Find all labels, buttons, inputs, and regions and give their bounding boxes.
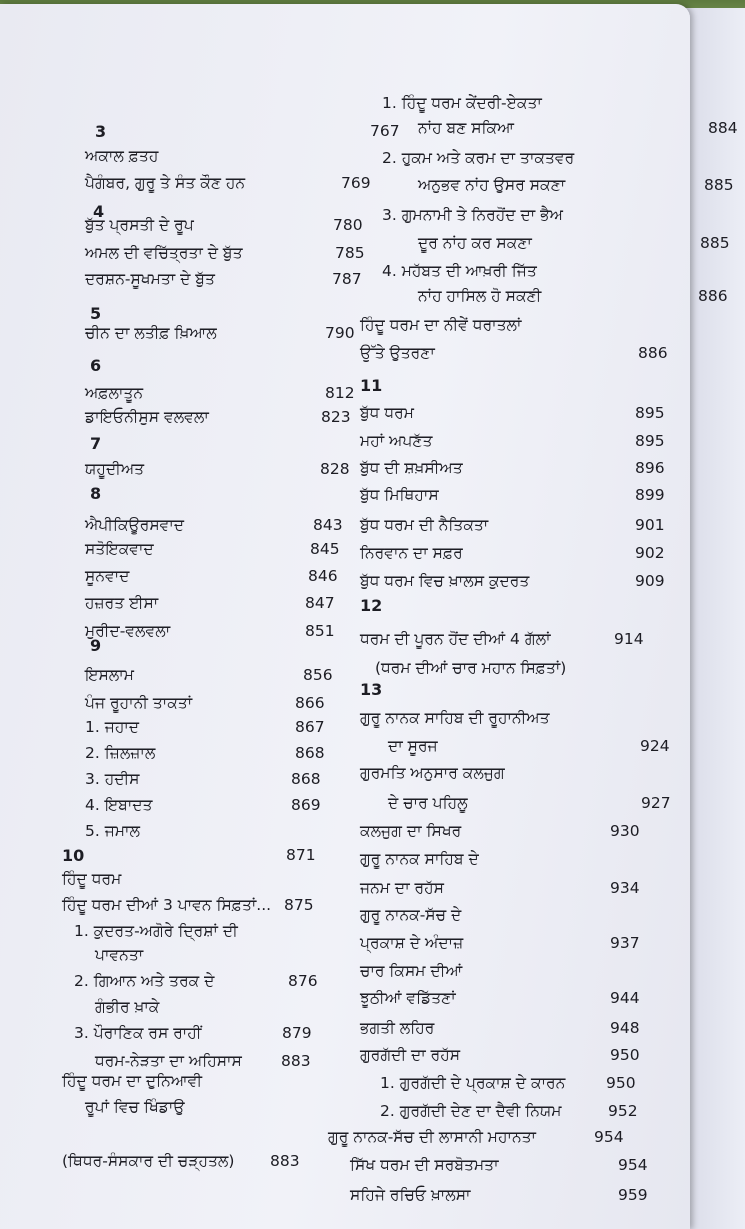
toc-page-number: 780	[333, 216, 363, 234]
toc-page-number: 869	[291, 796, 321, 814]
toc-entry-title: ਪੈਗੰਬਰ, ਗੁਰੂ ਤੇ ਸੰਤ ਕੌਣ ਹਨ	[85, 174, 246, 192]
toc-page-number: 812	[325, 384, 355, 402]
toc-entry-title: ਝੂਠੀਆਂ ਵਡਿੱਤਣਾਂ	[360, 989, 456, 1007]
toc-page-number: 914	[614, 630, 644, 648]
toc-entry-title: ਉੱਤੇ ਉਤਰਣਾ	[360, 344, 435, 362]
toc-entry-title: ਸੂਨਵਾਦ	[85, 567, 130, 585]
toc-entry-title: ਹਿੰਦੂ ਧਰਮ	[62, 870, 122, 888]
toc-entry-title: 1. ਕੁਦਰਤ-ਅਗੋਰੇ ਦ੍ਰਿਸ਼ਾਂ ਦੀ	[74, 922, 238, 940]
toc-page-number: 934	[610, 879, 640, 897]
toc-entry-title: ਨਾਂਹ ਬਣ ਸਕਿਆ	[418, 119, 514, 137]
toc-entry-title: 1. ਹਿੰਦੂ ਧਰਮ ਕੇਂਦਰੀ-ਏਕਤਾ	[382, 94, 542, 112]
toc-entry-title: ਹਿੰਦੂ ਧਰਮ ਦਾ ਦੁਨਿਆਵੀ	[62, 1072, 202, 1090]
toc-page-number: 769	[341, 174, 371, 192]
toc-page-number: 959	[618, 1186, 648, 1204]
toc-entry-title: ਚਾਰ ਕਿਸਮ ਦੀਆਂ	[360, 962, 463, 980]
toc-entry-title: ਦਰਸ਼ਨ-ਸੂਖਮਤਾ ਦੇ ਬੁੱਤ	[85, 270, 215, 288]
toc-page-number: 823	[321, 408, 351, 426]
toc-entry-title: ਰੂਪਾਂ ਵਿਚ ਖਿੰਡਾਉ	[85, 1098, 185, 1116]
chapter-number: 6	[90, 356, 102, 375]
toc-page-number: 867	[295, 718, 325, 736]
toc-page-number: 954	[594, 1128, 624, 1146]
toc-entry-title: 1. ਗੁਰਗੱਦੀ ਦੇ ਪ੍ਰਕਾਸ਼ ਦੇ ਕਾਰਨ	[380, 1074, 566, 1092]
toc-page-number: 790	[325, 324, 355, 342]
toc-entry-title: ਗੁਰੂ ਨਾਨਕ-ਸੱਚ ਦੀ ਲਾਸਾਨੀ ਮਹਾਨਤਾ	[328, 1128, 536, 1146]
toc-page-number: 785	[335, 244, 365, 262]
toc-entry-title: ਸਤੋਇਕਵਾਦ	[85, 540, 154, 558]
toc-page-number: 847	[305, 594, 335, 612]
toc-entry-title: ਕਲਜੁਗ ਦਾ ਸਿਖਰ	[360, 822, 462, 840]
toc-entry-title: 5. ਜਮਾਲ	[85, 822, 140, 840]
toc-page-number: 851	[305, 622, 335, 640]
toc-page-number: 871	[286, 846, 316, 864]
toc-page-number: 902	[635, 544, 665, 562]
toc-entry-title: ਬੁੱਧ ਧਰਮ ਵਿਚ ਖ਼ਾਲਸ ਕੁਦਰਤ	[360, 572, 530, 590]
toc-page-number: 846	[308, 567, 338, 585]
toc-entry-title: ਦੂਰ ਨਾਂਹ ਕਰ ਸਕਣਾ	[418, 234, 532, 252]
toc-entry-title: ਸਿੱਖ ਧਰਮ ਦੀ ਸਰਬੋਤਮਤਾ	[350, 1156, 499, 1174]
toc-entry-title: ਗੁਰੂ ਨਾਨਕ ਸਾਹਿਬ ਦੇ	[360, 850, 479, 868]
toc-page-number: 899	[635, 486, 665, 504]
chapter-number: 4	[93, 202, 105, 221]
toc-entry-title: 2. ਹੁਕਮ ਅਤੇ ਕਰਮ ਦਾ ਤਾਕਤਵਰ	[382, 149, 575, 167]
toc-page-number: 909	[635, 572, 665, 590]
toc-page-number: 767	[370, 122, 400, 140]
toc-page-number: 875	[284, 896, 314, 914]
toc-entry-title: ਅਕਾਲ ਫ਼ਤਹ	[85, 147, 159, 165]
toc-page-number: 944	[610, 989, 640, 1007]
toc-entry-title: ਗੁਰਗੱਦੀ ਦਾ ਰਹੱਸ	[360, 1046, 461, 1064]
toc-entry-title: ਬੁੱਧ ਧਰਮ	[360, 404, 414, 422]
chapter-number: 7	[90, 434, 102, 453]
chapter-number: 9	[90, 636, 102, 655]
toc-entry-title: ਹਜ਼ਰਤ ਈਸਾ	[85, 594, 159, 612]
toc-entry-title: 2. ਗਿਆਨ ਅਤੇ ਤਰਕ ਦੇ	[74, 972, 215, 990]
toc-entry-title: ਗੁਰਮਤਿ ਅਨੁਸਾਰ ਕਲਜੁਗ	[360, 764, 505, 782]
toc-entry-title: (ਧਰਮ ਦੀਆਂ ਚਾਰ ਮਹਾਨ ਸਿਫ਼ਤਾਂ)	[375, 659, 567, 677]
chapter-number: 13	[360, 680, 383, 699]
toc-page-number: 950	[610, 1046, 640, 1064]
toc-entry-title: ਯਹੂਦੀਅਤ	[85, 460, 145, 478]
toc-entry-title: ਪੰਜ ਰੂਹਾਨੀ ਤਾਕਤਾਂ	[85, 694, 193, 712]
toc-page-number: 886	[698, 287, 728, 305]
toc-page-number: 885	[700, 234, 730, 252]
toc-page-number: 895	[635, 432, 665, 450]
toc-entry-title: ਬੁੱਧ ਧਰਮ ਦੀ ਨੈਤਿਕਤਾ	[360, 516, 489, 534]
toc-entry-title: ਅਨੁਭਵ ਨਾਂਹ ਉਸਰ ਸਕਣਾ	[418, 176, 566, 194]
toc-entry-title: ਅਫ਼ਲਾਤੂਨ	[85, 384, 144, 402]
toc-page-number: 879	[282, 1024, 312, 1042]
toc-entry-title: ਗੁਰੂ ਨਾਨਕ ਸਾਹਿਬ ਦੀ ਰੂਹਾਨੀਅਤ	[360, 709, 550, 727]
toc-entry-title: 2. ਜ਼ਿਲਜ਼ਾਲ	[85, 744, 156, 762]
toc-entry-title: ਬੁੱਤ ਪ੍ਰਸਤੀ ਦੇ ਰੂਪ	[85, 216, 194, 234]
toc-entry-title: ਬੁੱਧ ਦੀ ਸ਼ਖ਼ਸੀਅਤ	[360, 459, 463, 477]
toc-entry-title: ਪ੍ਰਕਾਸ਼ ਦੇ ਅੰਦਾਜ਼	[360, 934, 464, 952]
chapter-number: 11	[360, 376, 383, 395]
toc-page-number: 950	[606, 1074, 636, 1092]
toc-entry-title: ਹਿੰਦੂ ਧਰਮ ਦਾ ਨੀਵੇਂ ਧਰਾਤਲਾਂ	[360, 316, 522, 334]
toc-page-number: 886	[638, 344, 668, 362]
toc-page-number: 845	[310, 540, 340, 558]
toc-page-number: 948	[610, 1019, 640, 1037]
toc-page-number: 901	[635, 516, 665, 534]
toc-entry-title: ਧਰਮ-ਨੇੜਤਾ ਦਾ ਅਹਿਸਾਸ	[95, 1052, 242, 1070]
toc-page-number: 896	[635, 459, 665, 477]
toc-entry-title: ਇਸਲਾਮ	[85, 666, 134, 684]
toc-page-number: 866	[295, 694, 325, 712]
toc-page-number: 885	[704, 176, 734, 194]
toc-entry-title: (ਥਿਧਰ-ਸੰਸਕਾਰ ਦੀ ਚੜ੍ਹਤਲ)	[62, 1152, 235, 1170]
toc-entry-title: ਨਾਂਹ ਹਾਸਿਲ ਹੋ ਸਕਣੀ	[418, 287, 542, 305]
toc-entry-title: ਦਾ ਸੂਰਜ	[388, 737, 438, 755]
toc-entry-title: ਅਮਲ ਦੀ ਵਚਿੱਤ੍ਰਤਾ ਦੇ ਬੁੱਤ	[85, 244, 243, 262]
toc-entry-title: 2. ਗੁਰਗੱਦੀ ਦੇਣ ਦਾ ਦੈਵੀ ਨਿਯਮ	[380, 1102, 562, 1120]
toc-entry-title: ਗੁਰੂ ਨਾਨਕ-ਸੱਚ ਦੇ	[360, 906, 462, 924]
toc-page-number: 895	[635, 404, 665, 422]
toc-entry-title: ਗੰਭੀਰ ਖ਼ਾਕੇ	[95, 998, 160, 1016]
toc-page-number: 876	[288, 972, 318, 990]
toc-page-number: 937	[610, 934, 640, 952]
chapter-number: 3	[95, 122, 107, 141]
toc-page-number: 884	[708, 119, 738, 137]
toc-entry-title: ਦੇ ਚਾਰ ਪਹਿਲੂ	[388, 794, 468, 812]
toc-entry-title: ਪਾਵਨਤਾ	[95, 946, 144, 964]
toc-entry-title: ਐਪੀਕਿਊਰਸਵਾਦ	[85, 516, 185, 534]
toc-page-number: 828	[320, 460, 350, 478]
book-page	[0, 4, 738, 1229]
toc-entry-title: ਚੀਨ ਦਾ ਲਤੀਫ਼ ਖ਼ਿਆਲ	[85, 324, 217, 342]
toc-page-number: 868	[295, 744, 325, 762]
toc-entry-title: 3. ਹਦੀਸ	[85, 770, 140, 788]
toc-entry-title: ਬੁੱਧ ਮਿਥਿਹਾਸ	[360, 486, 439, 504]
toc-entry-title: ਹਿੰਦੂ ਧਰਮ ਦੀਆਂ 3 ਪਾਵਨ ਸਿਫ਼ਤਾਂ...	[62, 896, 272, 914]
toc-entry-title: 4. ਇਬਾਦਤ	[85, 796, 153, 814]
toc-page-number: 924	[640, 737, 670, 755]
toc-page-number: 952	[608, 1102, 638, 1120]
toc-page-number: 868	[291, 770, 321, 788]
toc-entry-title: 1. ਜਹਾਦ	[85, 718, 140, 736]
toc-page-number: 787	[332, 270, 362, 288]
toc-entry-title: 3. ਪੌਰਾਣਿਕ ਰਸ ਰਾਹੀਂ	[74, 1024, 202, 1042]
toc-page-number: 954	[618, 1156, 648, 1174]
toc-page-number: 927	[641, 794, 671, 812]
toc-page-number: 883	[270, 1152, 300, 1170]
toc-page-number: 883	[281, 1052, 311, 1070]
toc-entry-title: ਜਨਮ ਦਾ ਰਹੱਸ	[360, 879, 445, 897]
chapter-number: 10	[62, 846, 85, 865]
chapter-number: 5	[90, 304, 102, 323]
toc-entry-title: ਮੁਰੀਦ-ਵਲਵਲਾ	[85, 622, 171, 640]
toc-entry-title: 3. ਗੁਮਨਾਮੀ ਤੇ ਨਿਰਹੋਂਦ ਦਾ ਭੈਅ	[382, 206, 563, 224]
toc-entry-title: ਸਹਿਜੇ ਰਚਿਓ ਖ਼ਾਲਸਾ	[350, 1186, 471, 1204]
chapter-number: 8	[90, 484, 102, 503]
toc-entry-title: 4. ਮਹੱਬਤ ਦੀ ਆਖ਼ਰੀ ਜਿੱਤ	[382, 262, 537, 280]
chapter-number: 12	[360, 596, 383, 615]
toc-page-number: 930	[610, 822, 640, 840]
toc-page-number: 856	[303, 666, 333, 684]
toc-page-number: 843	[313, 516, 343, 534]
toc-entry-title: ਡਾਇਓਨੀਸੁਸ ਵਲਵਲਾ	[85, 408, 209, 426]
toc-entry-title: ਧਰਮ ਦੀ ਪੂਰਨ ਹੋਂਦ ਦੀਆਂ 4 ਗੱਲਾਂ	[360, 630, 551, 648]
toc-entry-title: ਮਹਾਂ ਅਪਣੱਤ	[360, 432, 433, 450]
toc-entry-title: ਭਗਤੀ ਲਹਿਰ	[360, 1019, 435, 1037]
toc-entry-title: ਨਿਰਵਾਨ ਦਾ ਸਫ਼ਰ	[360, 544, 463, 562]
